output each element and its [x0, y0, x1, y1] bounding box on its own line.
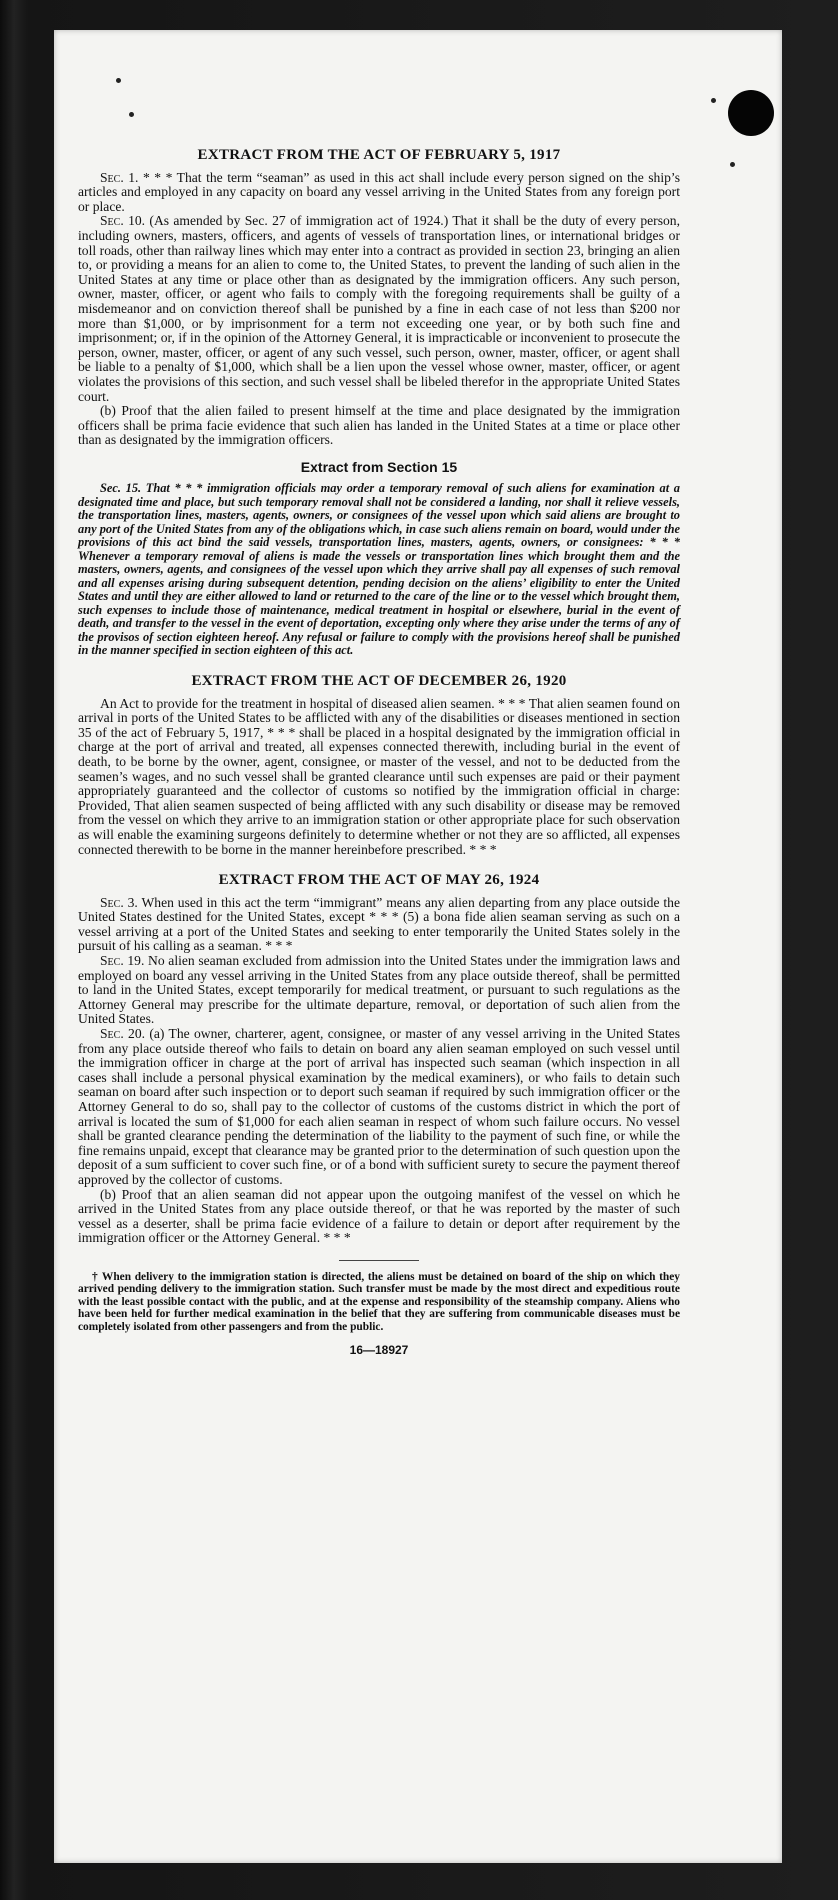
section-text: No alien seaman excluded from admission into the United States under the immigration laws and employed on board any vessel arriving in the United States from any place outside thereof, shall be permitted to land in the United States, except temporarily for medical treatment, or pursuant to such regulations as the Attorney General may prescribe for the ultimate departure, removal, or deportation of such alien from the United States.: [78, 953, 680, 1027]
section-20: [78, 1027, 680, 1188]
footnote: [78, 1271, 680, 1333]
heading-act-1924: EXTRACT FROM THE ACT OF MAY 26, 1924: [218, 872, 540, 889]
scan-speck: [116, 78, 121, 83]
section-1: [78, 171, 680, 215]
section-text: When used in this act the term “immigrant” means any alien departing from any place outside the United States destined for the United States, except * * * (5) a bona fide alien seaman serving as such on a vessel arriving at a port of the United States and seeking to enter temporarily the United States solely in the pursuit of his calling as a seaman. * * *: [78, 894, 680, 954]
footnote-text: † When delivery to the immigration station is directed, the aliens must be detained on board of the ship on which they arrived pending delivery to the immigration station. Such transfer must be made by the most direct and expeditious route with the least possible contact with the public, and at the expense and responsibility of the steamship company. Aliens who have been held for further medical examination in the belief that they are suffering from communicable diseases must be completely isolated from other passengers and from the public.: [78, 1270, 680, 1333]
section-3: [78, 896, 680, 954]
section-label: Sec. 1.: [100, 169, 139, 185]
section-10-b: (b) Proof that the alien failed to present himself at the time and place designated by the immigration officers shall be prima facie evidence that such alien has landed in the United States at a time or place other than as designated by the immigration officers.: [78, 403, 680, 448]
section-text: (As amended by Sec. 27 of immigration act of 1924.) That it shall be the duty of every person, including owners, masters, officers, and agents of vessels of transportation lines, or international bridges or toll roads, other than railway lines which may enter into a contract as provided in section 23, bringing an alien to, or providing a means for an alien to come to, the United States, to prevent the landing of such alien in the United States at any time or place other than as designated by the immigration officers. Any such person, owner, master, officer, or agent who fails to comply with the foregoing requirements shall be guilty of a misdemeanor and on conviction thereof shall be punished by a fine in each case of not less than $200 nor more than $1,000, or by imprisonment for a term not exceeding one year, or by both such fine and imprisonment; or, if in the opinion of the Attorney General, it is impracticable or inconvenient to prosecute the person, owner, master, officer, or agent of any such vessel, such person, owner, master, officer, or agent shall be liable to a penalty of $1,000, which shall be a lien upon the vessel whose owner, master, officer, or agent violates the provisions of this section, and such vessel shall be libeled therefor in the appropriate United States court.: [78, 213, 680, 404]
section-label: Sec. 20.: [100, 1026, 146, 1042]
heading-act-1920: EXTRACT FROM THE ACT OF DECEMBER 26, 1920: [191, 672, 567, 689]
subheading-section-15: Extract from Section 15: [300, 458, 458, 475]
scan-speck: [129, 112, 134, 117]
act-1920-text: An Act to provide for the treatment in hospital of diseased alien seamen. * * * That alien seamen found on arrival in ports of the United States to be afflicted with any of the disabilities or diseases mentioned in section 35 of the act of February 5, 1917, * * * shall be placed in a hospital designated by the immigration official in charge at the port of arrival and treated, all expenses connected therewith, including burial in the event of death, to be borne by the owner, agent, consignee, or master of the vessel, and not to be deducted from the seamen’s wages, and no such vessel shall be granted clearance until such expenses are paid or their payment appropriately guaranteed and the collector of customs so notified by the immigration official in charge: Provided, That alien seamen suspected of being afflicted with any such disability or disease may be removed from the vessel on which they arrive to an immigration station or other appropriate place for such observation as will enable the examining surgeons definitely to determine whether or not they are so afflicted, all expenses connected therewith to be borne in the manner hereinbefore prescribed. * * *: [78, 695, 680, 857]
section-label: Sec. 19.: [100, 953, 145, 969]
scan-speck: [711, 98, 716, 103]
section-20-b: (b) Proof that an alien seaman did not appear upon the outgoing manifest of the vessel on which he arrived in the United States from any place outside thereof, or that he was reported by the master of such vessel as a deserter, shall be prima facie evidence of a failure to detain or deport after requirement by the immigration officer or the Attorney General. * * *: [78, 1186, 680, 1246]
section-10: [78, 214, 680, 404]
punch-hole: [728, 90, 774, 136]
section-19: [78, 954, 680, 1027]
scan-speck: [730, 162, 735, 167]
section-label: Sec. 10.: [100, 213, 146, 229]
section-label: Sec. 3.: [100, 894, 138, 910]
section-15: [78, 482, 680, 658]
section-text: * * * That the term “seaman” as used in this act shall include every person signed on the ship’s articles and employed in any capacity on board any vessel arriving in the United States from any foreign port or place.: [78, 169, 680, 214]
document-body: [78, 148, 680, 1358]
section-text: That * * * immigration officials may order a temporary removal of such aliens for examination at a designated time and place, but such temporary removal shall not be considered a landing, nor shall it relieve vessels, the transportation lines, masters, agents, owners, or consignees of the vessel upon which said aliens are brought to any port of the United States from any of the obligations which, in case such aliens remain on board, would under the provisions of this act bind the said vessels, transportation lines, masters, agents, owners, or consignees: * * * Whenever a temporary removal of aliens is made the vessels or transportation lines which brought them and the masters, owners, agents, and consignees of the vessel upon which they arrive shall pay all expenses of such removal and all expenses arising during subsequent detention, pending decision on the aliens’ eligibility to enter the United States and until they are either allowed to land or returned to the care of the line or to the vessel which brought them, such expenses to include those of maintenance, medical treatment in hospital or elsewhere, burial in the event of death, and transfer to the vessel in the event of deportation, excepting only where they arise under the terms of any of the provisos of section eighteen hereof. Any refusal or failure to comply with the provisions hereof shall be punished in the manner specified in section eighteen of this act.: [78, 481, 680, 658]
heading-act-1917: EXTRACT FROM THE ACT OF FEBRUARY 5, 1917: [197, 147, 561, 163]
form-code: 16—18927: [349, 1342, 409, 1357]
section-label: Sec. 15.: [100, 481, 142, 496]
section-text: (a) The owner, charterer, agent, consignee, or master of any vessel arriving in the United States from any place outside thereof who fails to detain on board any alien seaman employed on such vessel until the immigration officer in charge at the port of arrival has inspected such seaman (which inspection in all cases shall include a personal physical examination by the medical examiners), or who fails to detain such seaman on board after such inspection or to deport such seaman if required by such immigration officer or the Attorney General to do so, shall pay to the collector of customs of the customs district in which the port of arrival is located the sum of $1,000 for each alien seaman in respect of whom such failure occurs. No vessel shall be granted clearance pending the determination of the liability to the payment of such fine, or while the fine remains unpaid, except that clearance may be granted prior to the determination of such question upon the deposit of a sum sufficient to cover such fine, or of a bond with sufficient surety to secure the payment thereof approved by the collector of customs.: [78, 1026, 680, 1187]
footnote-divider: [339, 1260, 419, 1261]
